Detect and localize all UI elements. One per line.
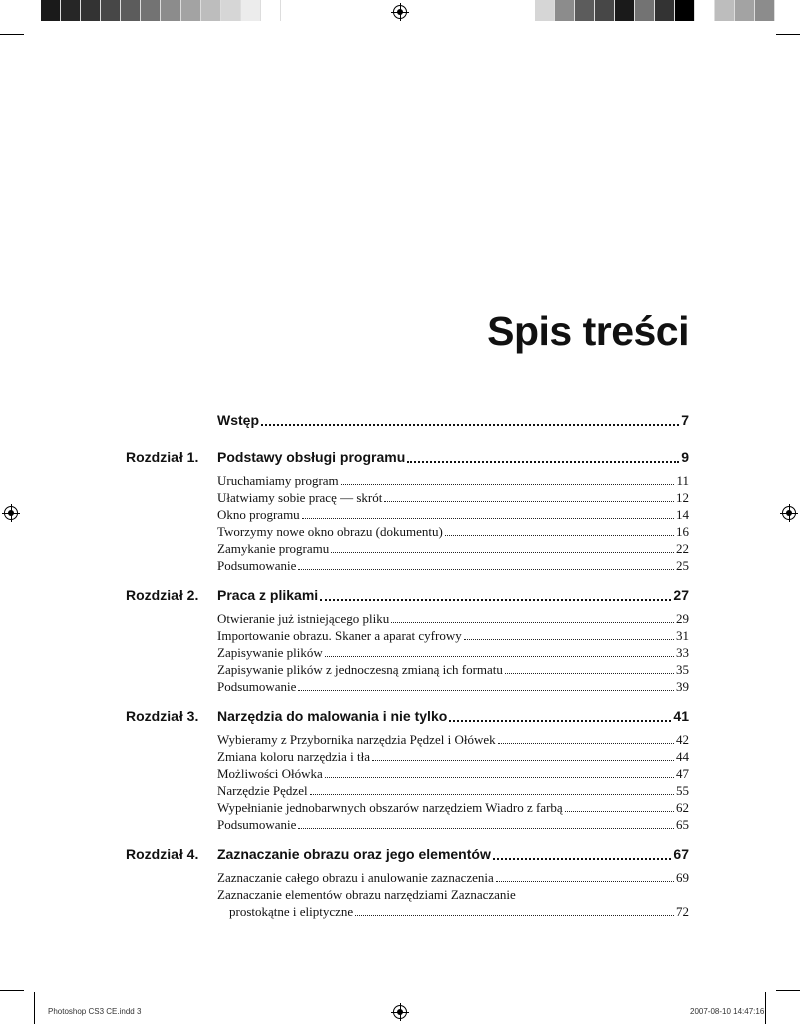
toc-entry[interactable] xyxy=(217,732,689,748)
toc-entry-page: 31 xyxy=(676,628,689,643)
dot-leader xyxy=(449,720,671,722)
color-swatch xyxy=(81,0,101,21)
color-swatch xyxy=(535,0,555,21)
color-swatch xyxy=(715,0,735,21)
toc-entry-first-line[interactable]: Zaznaczanie elementów obrazu narzędziami Zaznaczanie xyxy=(217,887,516,902)
toc-entry[interactable] xyxy=(217,766,689,782)
toc-entry[interactable] xyxy=(217,558,689,574)
toc-entry-page: 55 xyxy=(676,783,689,798)
dot-leader xyxy=(498,743,674,744)
dot-leader xyxy=(325,656,674,657)
dot-leader xyxy=(298,828,674,829)
toc-heading-page: 9 xyxy=(681,449,689,465)
registration-mark-icon xyxy=(393,5,407,19)
color-swatch xyxy=(101,0,121,21)
toc-entry-title: Importowanie obrazu. Skaner a aparat cyfrowy xyxy=(217,628,462,643)
crop-mark xyxy=(0,990,24,991)
footer-timestamp: 2007-08-10 14:47:16 xyxy=(690,1007,765,1016)
toc-entry[interactable] xyxy=(217,611,689,627)
toc-entry-page: 16 xyxy=(676,524,689,539)
toc-entry-title: Zapisywanie plików z jednoczesną zmianą ich formatu xyxy=(217,662,503,677)
toc-entry-page: 69 xyxy=(676,870,689,885)
toc-heading-chapter-2[interactable] xyxy=(217,585,689,605)
toc-entry-page: 22 xyxy=(676,541,689,556)
toc-entry[interactable] xyxy=(217,679,689,695)
color-swatch xyxy=(675,0,695,21)
color-bar-right xyxy=(535,0,775,21)
toc-entry-title: Ułatwiamy sobie pracę — skrót xyxy=(217,490,383,505)
toc-entry[interactable] xyxy=(217,783,689,799)
crop-mark xyxy=(34,992,35,1024)
crop-mark xyxy=(776,990,800,991)
dot-leader xyxy=(407,461,679,463)
color-swatch xyxy=(261,0,281,21)
color-swatch xyxy=(221,0,241,21)
toc-entry[interactable] xyxy=(217,817,689,833)
color-swatch xyxy=(655,0,675,21)
color-swatch xyxy=(555,0,575,21)
toc-heading-page: 41 xyxy=(673,708,689,724)
toc-heading-chapter-4[interactable] xyxy=(217,844,689,864)
color-swatch xyxy=(201,0,221,21)
toc-entry-page: 62 xyxy=(676,800,689,815)
dot-leader xyxy=(445,535,674,536)
toc-entry[interactable] xyxy=(217,628,689,644)
chapter-label: Rozdział 1. xyxy=(126,449,199,465)
toc-entry[interactable] xyxy=(217,870,689,886)
color-swatch xyxy=(61,0,81,21)
dot-leader xyxy=(355,915,674,916)
toc-heading-title: Praca z plikami xyxy=(217,587,319,603)
dot-leader xyxy=(565,811,674,812)
toc-heading-wstep[interactable] xyxy=(217,410,689,430)
toc-entry-title: Narzędzie Pędzel xyxy=(217,783,308,798)
toc-entry[interactable] xyxy=(217,473,689,489)
toc-entry-page: 47 xyxy=(676,766,689,781)
dot-leader xyxy=(341,484,675,485)
toc-entry-page: 72 xyxy=(676,904,689,919)
color-swatch xyxy=(595,0,615,21)
color-swatch xyxy=(41,0,61,21)
dot-leader xyxy=(496,881,674,882)
dot-leader xyxy=(302,518,674,519)
toc-entry[interactable] xyxy=(217,507,689,523)
toc-entry[interactable] xyxy=(217,662,689,678)
toc-entry-page: 44 xyxy=(676,749,689,764)
toc-entry-page: 65 xyxy=(676,817,689,832)
toc-heading-chapter-3[interactable] xyxy=(217,706,689,726)
color-swatch xyxy=(695,0,715,21)
toc-entry[interactable] xyxy=(217,645,689,661)
registration-mark-icon xyxy=(4,506,18,520)
color-swatch xyxy=(755,0,775,21)
toc-entry-page: 35 xyxy=(676,662,689,677)
color-swatch xyxy=(241,0,261,21)
registration-mark-icon xyxy=(782,506,796,520)
toc-entry[interactable] xyxy=(217,541,689,557)
dot-leader xyxy=(310,794,674,795)
toc-entry[interactable] xyxy=(217,524,689,540)
toc-entry-page: 29 xyxy=(676,611,689,626)
registration-mark-icon xyxy=(393,1005,407,1019)
toc-entry-title: Podsumowanie xyxy=(217,679,297,694)
color-bar-left xyxy=(41,0,281,21)
color-swatch xyxy=(181,0,201,21)
toc-entry-title: Otwieranie już istniejącego pliku xyxy=(217,611,390,626)
toc-heading-title: Podstawy obsługi programu xyxy=(217,449,406,465)
chapter-label: Rozdział 3. xyxy=(126,708,199,724)
dot-leader xyxy=(505,673,674,674)
dot-leader xyxy=(384,501,674,502)
color-swatch xyxy=(121,0,141,21)
dot-leader xyxy=(391,622,674,623)
dot-leader xyxy=(464,639,674,640)
footer-file-info: Photoshop CS3 CE.indd 3 xyxy=(48,1007,142,1016)
toc-heading-title: Narzędzia do malowania i nie tylko xyxy=(217,708,448,724)
dot-leader xyxy=(325,777,674,778)
color-swatch xyxy=(735,0,755,21)
toc-heading-title: Zaznaczanie obrazu oraz jego elementów xyxy=(217,846,491,862)
toc-entry-title: Zaznaczanie całego obrazu i anulowanie zaznaczenia xyxy=(217,870,494,885)
toc-entry-title: Możliwości Ołówka xyxy=(217,766,323,781)
toc-heading-page: 67 xyxy=(673,846,689,862)
dot-leader xyxy=(320,599,671,601)
toc-heading-chapter-1[interactable] xyxy=(217,447,689,467)
toc-heading-title: Wstęp xyxy=(217,412,259,428)
toc-entry-page: 33 xyxy=(676,645,689,660)
toc-entry[interactable] xyxy=(229,904,689,920)
page-title: Spis treści xyxy=(487,308,689,354)
toc-entry-title: Wypełnianie jednobarwnych obszarów narzędziem Wiadro z farbą xyxy=(217,800,563,815)
chapter-label: Rozdział 4. xyxy=(126,846,199,862)
dot-leader xyxy=(372,760,674,761)
toc-entry-title: Podsumowanie xyxy=(217,558,297,573)
toc-entry-title: Uruchamiamy program xyxy=(217,473,339,488)
toc-entry[interactable] xyxy=(217,490,689,506)
toc-entry-page: 14 xyxy=(676,507,689,522)
dot-leader xyxy=(261,424,679,426)
color-swatch xyxy=(161,0,181,21)
dot-leader xyxy=(298,690,674,691)
toc-entry[interactable] xyxy=(217,800,689,816)
toc-entry-title: prostokątne i eliptyczne xyxy=(229,904,354,919)
toc-entry-title: Zmiana koloru narzędzia i tła xyxy=(217,749,371,764)
dot-leader xyxy=(298,569,674,570)
toc-entry-title: Zapisywanie plików xyxy=(217,645,323,660)
toc-entry-title: Wybieramy z Przybornika narzędzia Pędzel i Ołówek xyxy=(217,732,496,747)
dot-leader xyxy=(331,552,674,553)
crop-mark xyxy=(0,34,24,35)
toc-heading-page: 7 xyxy=(681,412,689,428)
toc-heading-page: 27 xyxy=(673,587,689,603)
dot-leader xyxy=(493,858,672,860)
toc-entry-page: 39 xyxy=(676,679,689,694)
crop-mark xyxy=(765,992,766,1024)
toc-entry-page: 25 xyxy=(676,558,689,573)
chapter-label: Rozdział 2. xyxy=(126,587,199,603)
toc-entry-page: 11 xyxy=(676,473,689,488)
crop-mark xyxy=(776,34,800,35)
color-swatch xyxy=(615,0,635,21)
color-swatch xyxy=(575,0,595,21)
toc-entry-page: 12 xyxy=(676,490,689,505)
color-swatch xyxy=(141,0,161,21)
toc-entry-title: Okno programu xyxy=(217,507,300,522)
toc-entry-title: Zamykanie programu xyxy=(217,541,330,556)
toc-entry-title: Tworzymy nowe okno obrazu (dokumentu) xyxy=(217,524,443,539)
toc-entry-page: 42 xyxy=(676,732,689,747)
toc-entry-title: Podsumowanie xyxy=(217,817,297,832)
color-swatch xyxy=(635,0,655,21)
toc-entry[interactable] xyxy=(217,749,689,765)
